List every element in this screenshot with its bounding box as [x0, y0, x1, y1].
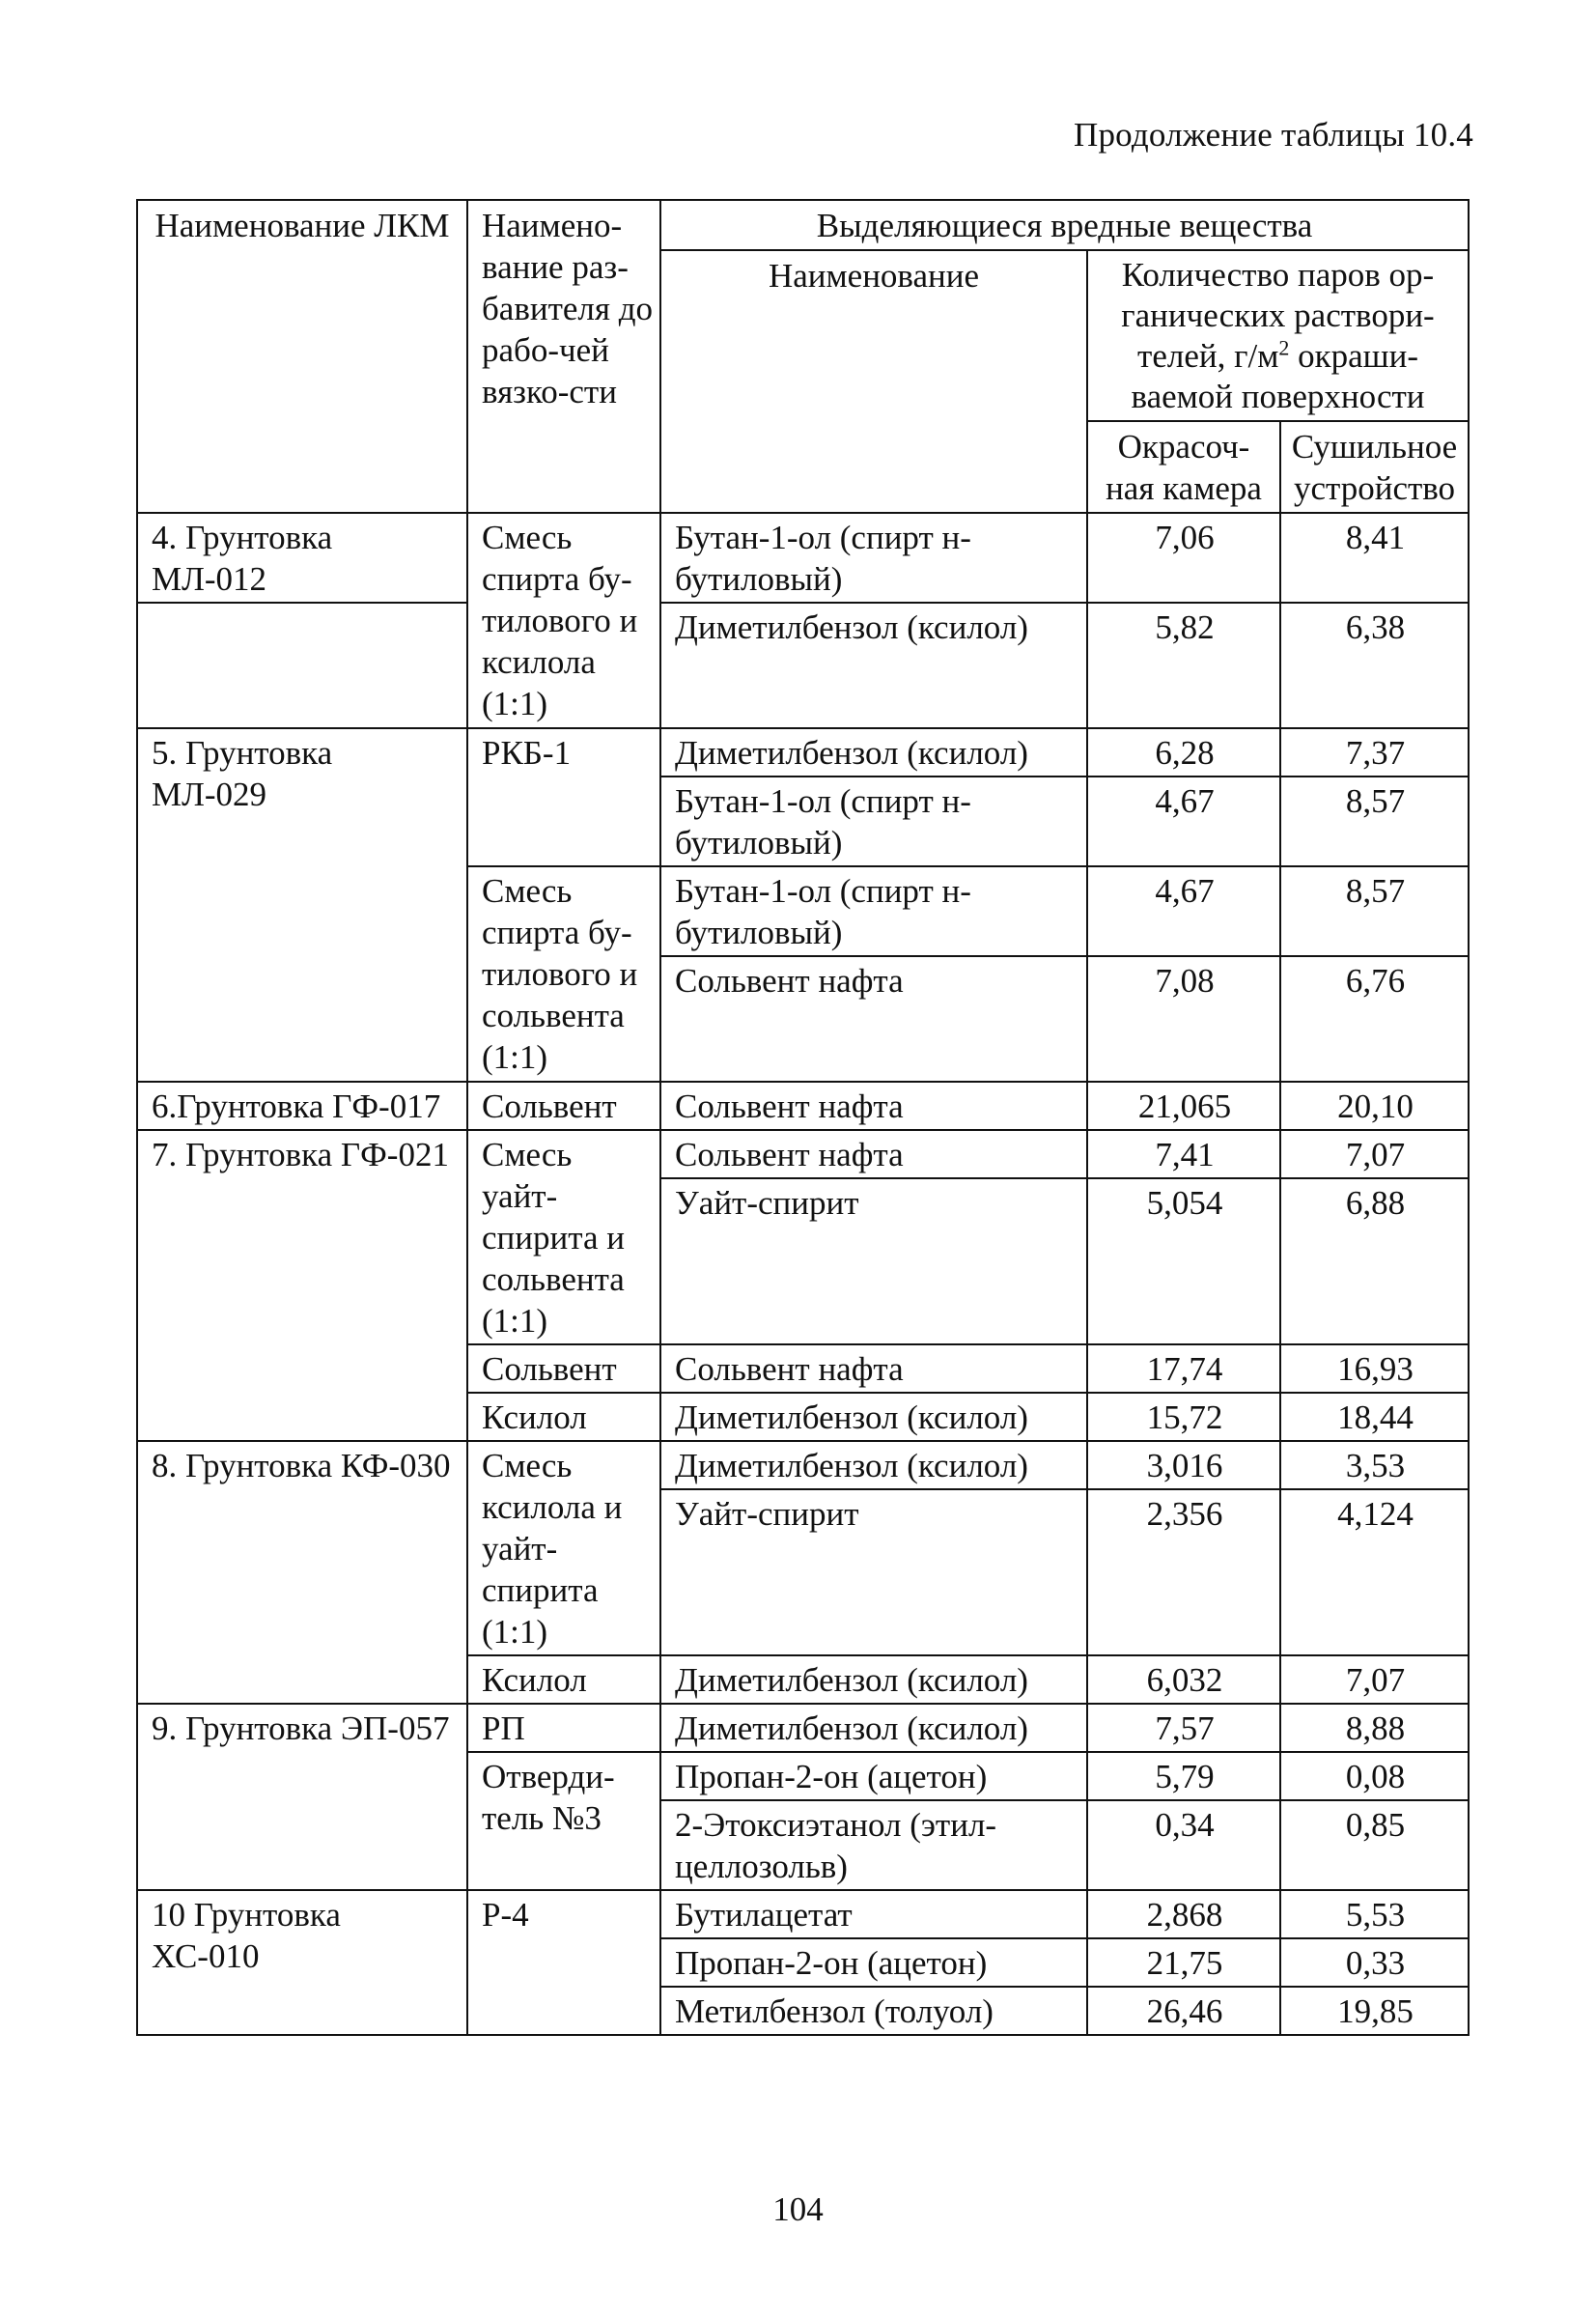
- diluent-cell: Отверди-тель №3: [467, 1752, 660, 1890]
- diluent-cell: Смесь спирта бу-тилового и сольвента (1:1): [467, 866, 660, 1082]
- solvent-emissions-table: [136, 199, 1470, 2036]
- dryer-value: 8,57: [1280, 777, 1469, 866]
- lkm-cell: 9. Грунтовка ЭП-057: [137, 1704, 467, 1890]
- dryer-value: 8,57: [1280, 866, 1469, 956]
- substance-cell: Диметилбензол (ксилол): [660, 1655, 1087, 1704]
- dryer-value: 7,07: [1280, 1655, 1469, 1704]
- dryer-value: 5,53: [1280, 1890, 1469, 1938]
- diluent-cell: РП: [467, 1704, 660, 1752]
- diluent-cell: Р-4: [467, 1890, 660, 2035]
- diluent-cell: Ксилол: [467, 1393, 660, 1441]
- dryer-value: 7,07: [1280, 1130, 1469, 1178]
- chamber-value: 15,72: [1087, 1393, 1280, 1441]
- chamber-value: 2,868: [1087, 1890, 1280, 1938]
- diluent-cell: Ксилол: [467, 1655, 660, 1704]
- table-row: [137, 1890, 1469, 1938]
- diluent-cell: Сольвент: [467, 1082, 660, 1130]
- dryer-value: 3,53: [1280, 1441, 1469, 1489]
- substance-cell: Пропан-2-он (ацетон): [660, 1938, 1087, 1987]
- chamber-value: 5,82: [1087, 603, 1280, 728]
- substance-cell: Сольвент нафта: [660, 956, 1087, 1082]
- substance-cell: Метилбензол (толуол): [660, 1987, 1087, 2035]
- header-substance-name: Наименование: [660, 250, 1087, 513]
- chamber-value: 6,28: [1087, 728, 1280, 777]
- header-diluent: Наимено-вание раз-бавителя до рабо-чей вязко-сти: [467, 200, 660, 513]
- substance-cell: Сольвент нафта: [660, 1082, 1087, 1130]
- substance-cell: 2-Этоксиэтанол (этил-целлозольв): [660, 1800, 1087, 1890]
- table-row: [137, 1082, 1469, 1130]
- lkm-cell: 6.Грунтовка ГФ-017: [137, 1082, 467, 1130]
- header-paint-chamber: Окрасоч-ная камера: [1087, 421, 1280, 513]
- table-row: [137, 728, 1469, 777]
- table-caption: Продолжение таблицы 10.4: [1073, 116, 1473, 154]
- chamber-value: 21,065: [1087, 1082, 1280, 1130]
- substance-cell: Сольвент нафта: [660, 1344, 1087, 1393]
- table-row: [137, 1441, 1469, 1489]
- lkm-cell: 10 Грунтовка ХС-010: [137, 1890, 467, 2035]
- lkm-cell: 8. Грунтовка КФ-030: [137, 1441, 467, 1704]
- table-row: [137, 1130, 1469, 1178]
- header-lkm: Наименование ЛКМ: [137, 200, 467, 513]
- substance-cell: Уайт-спирит: [660, 1178, 1087, 1344]
- chamber-value: 0,34: [1087, 1800, 1280, 1890]
- header-vapor-quantity: Количество паров ор-ганических раствори-телей, $г/м^2$ окраши-ваемой поверхности: [1087, 250, 1469, 421]
- dryer-value: 6,76: [1280, 956, 1469, 1082]
- chamber-value: 7,06: [1087, 513, 1280, 603]
- chamber-value: 3,016: [1087, 1441, 1280, 1489]
- chamber-value: 5,054: [1087, 1178, 1280, 1344]
- substance-cell: Диметилбензол (ксилол): [660, 1441, 1087, 1489]
- dryer-value: 0,33: [1280, 1938, 1469, 1987]
- substance-cell: Диметилбензол (ксилол): [660, 1704, 1087, 1752]
- dryer-value: 7,37: [1280, 728, 1469, 777]
- dryer-value: 0,85: [1280, 1800, 1469, 1890]
- diluent-cell: Сольвент: [467, 1344, 660, 1393]
- chamber-value: 5,79: [1087, 1752, 1280, 1800]
- lkm-cell: 5. Грунтовка МЛ-029: [137, 728, 467, 1082]
- substance-cell: Бутан-1-ол (спирт н-бутиловый): [660, 777, 1087, 866]
- dryer-value: 18,44: [1280, 1393, 1469, 1441]
- chamber-value: 7,41: [1087, 1130, 1280, 1178]
- dryer-value: 6,38: [1280, 603, 1469, 728]
- substance-cell: Диметилбензол (ксилол): [660, 728, 1087, 777]
- chamber-value: 7,57: [1087, 1704, 1280, 1752]
- substance-cell: Бутилацетат: [660, 1890, 1087, 1938]
- dryer-value: 20,10: [1280, 1082, 1469, 1130]
- dryer-value: 0,08: [1280, 1752, 1469, 1800]
- dryer-value: 8,88: [1280, 1704, 1469, 1752]
- table-row: [137, 603, 1469, 728]
- lkm-cell: 4. Грунтовка МЛ-012: [137, 513, 467, 603]
- dryer-value: 6,88: [1280, 1178, 1469, 1344]
- substance-cell: Пропан-2-он (ацетон): [660, 1752, 1087, 1800]
- dryer-value: 19,85: [1280, 1987, 1469, 2035]
- lkm-cell: 7. Грунтовка ГФ-021: [137, 1130, 467, 1441]
- page-number: 104: [772, 2190, 824, 2228]
- substance-cell: Бутан-1-ол (спирт н-бутиловый): [660, 513, 1087, 603]
- chamber-value: 6,032: [1087, 1655, 1280, 1704]
- substance-cell: Сольвент нафта: [660, 1130, 1087, 1178]
- diluent-cell: РКБ-1: [467, 728, 660, 866]
- chamber-value: 4,67: [1087, 866, 1280, 956]
- chamber-value: 26,46: [1087, 1987, 1280, 2035]
- table-row: [137, 1704, 1469, 1752]
- header-dryer: Сушильное устройство: [1280, 421, 1469, 513]
- diluent-cell: Смесь уайт-спирита и сольвента (1:1): [467, 1130, 660, 1344]
- chamber-value: 21,75: [1087, 1938, 1280, 1987]
- chamber-value: 7,08: [1087, 956, 1280, 1082]
- lkm-cell: [137, 603, 467, 728]
- table-row: [137, 513, 1469, 603]
- chamber-value: 17,74: [1087, 1344, 1280, 1393]
- dryer-value: 16,93: [1280, 1344, 1469, 1393]
- chamber-value: 2,356: [1087, 1489, 1280, 1655]
- substance-cell: Диметилбензол (ксилол): [660, 1393, 1087, 1441]
- substance-cell: Диметилбензол (ксилол): [660, 603, 1087, 728]
- substance-cell: Уайт-спирит: [660, 1489, 1087, 1655]
- substance-cell: Бутан-1-ол (спирт н-бутиловый): [660, 866, 1087, 956]
- header-substances: Выделяющиеся вредные вещества: [660, 200, 1469, 250]
- dryer-value: 4,124: [1280, 1489, 1469, 1655]
- diluent-cell: Смесь спирта бу-тилового и ксилола (1:1): [467, 513, 660, 728]
- dryer-value: 8,41: [1280, 513, 1469, 603]
- chamber-value: 4,67: [1087, 777, 1280, 866]
- diluent-cell: Смесь ксилола и уайт-спирита (1:1): [467, 1441, 660, 1655]
